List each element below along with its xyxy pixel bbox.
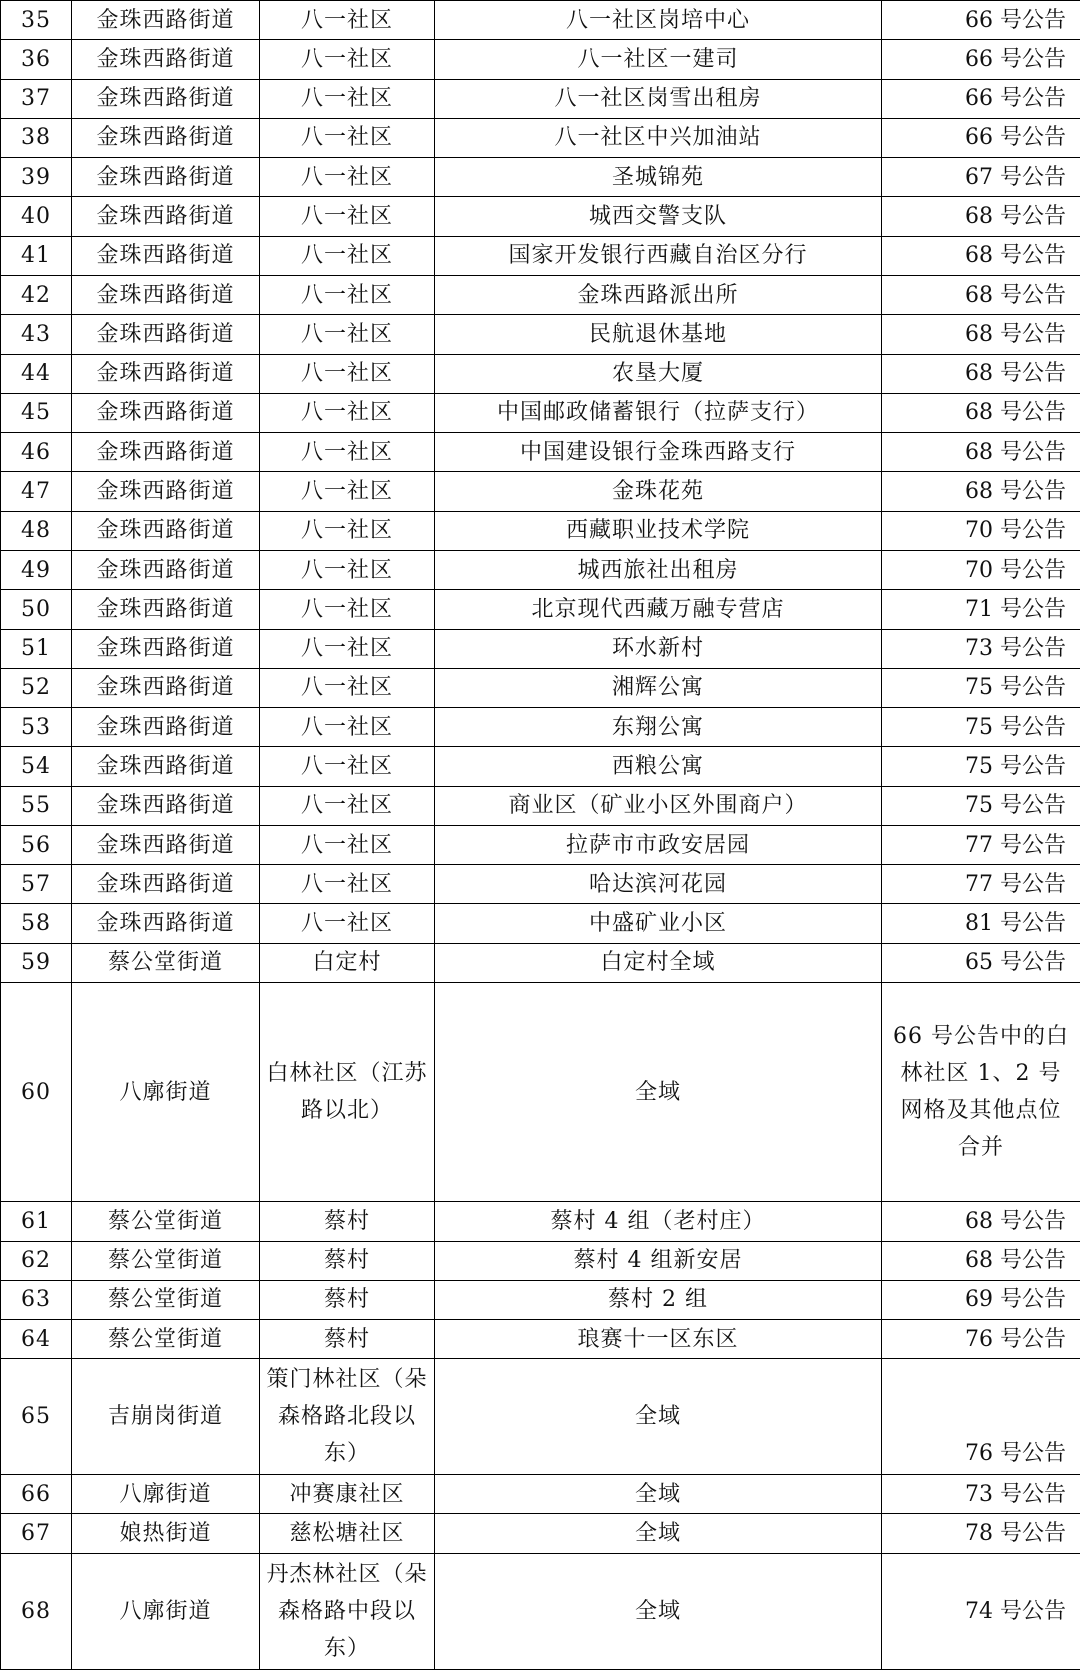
street-cell: 金珠西路街道 bbox=[72, 668, 260, 707]
community-cell: 八一社区 bbox=[260, 472, 435, 511]
street-cell: 蔡公堂街道 bbox=[72, 1241, 260, 1280]
location-cell: 湘辉公寓 bbox=[435, 668, 882, 707]
row-number-cell: 47 bbox=[1, 472, 72, 511]
community-cell: 八一社区 bbox=[260, 865, 435, 904]
table-row bbox=[1, 904, 1080, 943]
location-cell: 西藏职业技术学院 bbox=[435, 511, 882, 550]
community-cell: 八一社区 bbox=[260, 315, 435, 354]
table-row bbox=[1, 708, 1080, 747]
table-row bbox=[1, 1475, 1080, 1514]
notice-cell: 67 号公告 bbox=[882, 158, 1080, 197]
location-cell: 蔡村 4 组新安居 bbox=[435, 1241, 882, 1280]
table-row bbox=[1, 865, 1080, 904]
location-cell: 八一社区岗雪出租房 bbox=[435, 79, 882, 118]
street-cell: 八廓街道 bbox=[72, 1475, 260, 1514]
street-cell: 蔡公堂街道 bbox=[72, 943, 260, 982]
row-number-cell: 35 bbox=[1, 1, 72, 40]
table-row bbox=[1, 825, 1080, 864]
community-cell: 八一社区 bbox=[260, 668, 435, 707]
community-cell: 白定村 bbox=[260, 943, 435, 982]
street-cell: 金珠西路街道 bbox=[72, 1, 260, 40]
table-row bbox=[1, 315, 1080, 354]
location-cell: 全域 bbox=[435, 1359, 882, 1475]
community-cell: 策门林社区（朵森格路北段以东） bbox=[260, 1359, 435, 1475]
location-cell: 北京现代西藏万融专营店 bbox=[435, 590, 882, 629]
location-cell: 八一社区一建司 bbox=[435, 40, 882, 79]
street-cell: 金珠西路街道 bbox=[72, 236, 260, 275]
row-number-cell: 62 bbox=[1, 1241, 72, 1280]
location-cell: 城西交警支队 bbox=[435, 197, 882, 236]
row-number-cell: 53 bbox=[1, 708, 72, 747]
notice-cell: 68 号公告 bbox=[882, 354, 1080, 393]
street-cell: 金珠西路街道 bbox=[72, 79, 260, 118]
location-cell: 东翔公寓 bbox=[435, 708, 882, 747]
table-row bbox=[1, 747, 1080, 786]
street-cell: 金珠西路街道 bbox=[72, 118, 260, 157]
community-cell: 八一社区 bbox=[260, 275, 435, 314]
row-number-cell: 51 bbox=[1, 629, 72, 668]
street-cell: 吉崩岗街道 bbox=[72, 1359, 260, 1475]
community-cell: 八一社区 bbox=[260, 236, 435, 275]
row-number-cell: 56 bbox=[1, 825, 72, 864]
street-cell: 金珠西路街道 bbox=[72, 590, 260, 629]
notice-cell: 68 号公告 bbox=[882, 236, 1080, 275]
notice-cell: 76 号公告 bbox=[882, 1359, 1080, 1475]
street-cell: 金珠西路街道 bbox=[72, 433, 260, 472]
notice-cell: 75 号公告 bbox=[882, 747, 1080, 786]
row-number-cell: 60 bbox=[1, 983, 72, 1202]
location-cell: 商业区（矿业小区外围商户） bbox=[435, 786, 882, 825]
row-number-cell: 44 bbox=[1, 354, 72, 393]
notice-cell: 75 号公告 bbox=[882, 708, 1080, 747]
row-number-cell: 57 bbox=[1, 865, 72, 904]
table-row bbox=[1, 668, 1080, 707]
location-cell: 全域 bbox=[435, 983, 882, 1202]
notice-cell: 66 号公告 bbox=[882, 40, 1080, 79]
street-cell: 金珠西路街道 bbox=[72, 511, 260, 550]
community-cell: 蔡村 bbox=[260, 1241, 435, 1280]
community-cell: 八一社区 bbox=[260, 747, 435, 786]
notice-cell: 66 号公告 bbox=[882, 79, 1080, 118]
location-cell: 八一社区岗培中心 bbox=[435, 1, 882, 40]
location-cell: 哈达滨河花园 bbox=[435, 865, 882, 904]
table-row bbox=[1, 40, 1080, 79]
table-row bbox=[1, 629, 1080, 668]
row-number-cell: 39 bbox=[1, 158, 72, 197]
street-cell: 金珠西路街道 bbox=[72, 747, 260, 786]
street-cell: 八廓街道 bbox=[72, 1553, 260, 1669]
row-number-cell: 45 bbox=[1, 393, 72, 432]
community-cell: 蔡村 bbox=[260, 1280, 435, 1319]
location-cell: 西粮公寓 bbox=[435, 747, 882, 786]
community-cell: 白林社区（江苏路以北） bbox=[260, 983, 435, 1202]
table-row bbox=[1, 1241, 1080, 1280]
row-number-cell: 68 bbox=[1, 1553, 72, 1669]
street-cell: 金珠西路街道 bbox=[72, 354, 260, 393]
table-row bbox=[1, 1320, 1080, 1359]
row-number-cell: 50 bbox=[1, 590, 72, 629]
notice-cell: 77 号公告 bbox=[882, 865, 1080, 904]
notice-cell: 68 号公告 bbox=[882, 1241, 1080, 1280]
table-row bbox=[1, 550, 1080, 589]
table-row bbox=[1, 275, 1080, 314]
community-cell: 八一社区 bbox=[260, 354, 435, 393]
row-number-cell: 66 bbox=[1, 1475, 72, 1514]
row-number-cell: 61 bbox=[1, 1202, 72, 1241]
row-number-cell: 40 bbox=[1, 197, 72, 236]
street-cell: 金珠西路街道 bbox=[72, 275, 260, 314]
row-number-cell: 54 bbox=[1, 747, 72, 786]
location-cell: 蔡村 2 组 bbox=[435, 1280, 882, 1319]
street-cell: 金珠西路街道 bbox=[72, 40, 260, 79]
notice-cell: 68 号公告 bbox=[882, 315, 1080, 354]
row-number-cell: 38 bbox=[1, 118, 72, 157]
table-row bbox=[1, 943, 1080, 982]
location-cell: 金珠西路派出所 bbox=[435, 275, 882, 314]
table-row bbox=[1, 511, 1080, 550]
location-cell: 全域 bbox=[435, 1475, 882, 1514]
row-number-cell: 58 bbox=[1, 904, 72, 943]
table-row bbox=[1, 79, 1080, 118]
community-cell: 慈松塘社区 bbox=[260, 1514, 435, 1553]
street-cell: 八廓街道 bbox=[72, 983, 260, 1202]
notice-cell: 68 号公告 bbox=[882, 433, 1080, 472]
community-cell: 八一社区 bbox=[260, 40, 435, 79]
table-row bbox=[1, 158, 1080, 197]
street-cell: 金珠西路街道 bbox=[72, 393, 260, 432]
notice-cell: 75 号公告 bbox=[882, 668, 1080, 707]
street-cell: 蔡公堂街道 bbox=[72, 1320, 260, 1359]
community-cell: 蔡村 bbox=[260, 1202, 435, 1241]
street-cell: 娘热街道 bbox=[72, 1514, 260, 1553]
location-cell: 城西旅社出租房 bbox=[435, 550, 882, 589]
notice-cell: 73 号公告 bbox=[882, 629, 1080, 668]
community-cell: 八一社区 bbox=[260, 393, 435, 432]
location-cell: 民航退休基地 bbox=[435, 315, 882, 354]
notice-cell: 78 号公告 bbox=[882, 1514, 1080, 1553]
community-cell: 八一社区 bbox=[260, 825, 435, 864]
location-cell: 八一社区中兴加油站 bbox=[435, 118, 882, 157]
table-row bbox=[1, 1202, 1080, 1241]
table-row bbox=[1, 983, 1080, 1202]
table-row bbox=[1, 236, 1080, 275]
location-cell: 圣城锦苑 bbox=[435, 158, 882, 197]
notice-cell: 69 号公告 bbox=[882, 1280, 1080, 1319]
notice-cell: 65 号公告 bbox=[882, 943, 1080, 982]
notice-cell: 70 号公告 bbox=[882, 511, 1080, 550]
notice-cell: 68 号公告 bbox=[882, 1202, 1080, 1241]
row-number-cell: 48 bbox=[1, 511, 72, 550]
location-cell: 白定村全域 bbox=[435, 943, 882, 982]
street-cell: 金珠西路街道 bbox=[72, 865, 260, 904]
street-cell: 金珠西路街道 bbox=[72, 904, 260, 943]
notice-cell: 66 号公告 bbox=[882, 1, 1080, 40]
community-cell: 冲赛康社区 bbox=[260, 1475, 435, 1514]
notice-cell: 73 号公告 bbox=[882, 1475, 1080, 1514]
community-cell: 八一社区 bbox=[260, 550, 435, 589]
row-number-cell: 52 bbox=[1, 668, 72, 707]
community-cell: 八一社区 bbox=[260, 197, 435, 236]
table-row bbox=[1, 354, 1080, 393]
row-number-cell: 36 bbox=[1, 40, 72, 79]
table-row bbox=[1, 786, 1080, 825]
community-cell: 八一社区 bbox=[260, 79, 435, 118]
street-cell: 金珠西路街道 bbox=[72, 629, 260, 668]
row-number-cell: 65 bbox=[1, 1359, 72, 1475]
community-cell: 八一社区 bbox=[260, 904, 435, 943]
row-number-cell: 67 bbox=[1, 1514, 72, 1553]
table-row bbox=[1, 1359, 1080, 1475]
community-cell: 丹杰林社区（朵森格路中段以东） bbox=[260, 1553, 435, 1669]
table-row bbox=[1, 393, 1080, 432]
street-cell: 金珠西路街道 bbox=[72, 550, 260, 589]
table-row bbox=[1, 472, 1080, 511]
community-cell: 八一社区 bbox=[260, 708, 435, 747]
table-row bbox=[1, 1514, 1080, 1553]
table-row bbox=[1, 590, 1080, 629]
row-number-cell: 63 bbox=[1, 1280, 72, 1319]
location-cell: 中国邮政储蓄银行（拉萨支行） bbox=[435, 393, 882, 432]
community-cell: 蔡村 bbox=[260, 1320, 435, 1359]
notice-cell: 74 号公告 bbox=[882, 1553, 1080, 1669]
row-number-cell: 43 bbox=[1, 315, 72, 354]
street-cell: 金珠西路街道 bbox=[72, 197, 260, 236]
notice-cell: 77 号公告 bbox=[882, 825, 1080, 864]
location-cell: 拉萨市市政安居园 bbox=[435, 825, 882, 864]
location-cell: 环水新村 bbox=[435, 629, 882, 668]
location-cell: 金珠花苑 bbox=[435, 472, 882, 511]
street-cell: 金珠西路街道 bbox=[72, 472, 260, 511]
location-cell: 中盛矿业小区 bbox=[435, 904, 882, 943]
location-cell: 中国建设银行金珠西路支行 bbox=[435, 433, 882, 472]
location-cell: 蔡村 4 组（老村庄） bbox=[435, 1202, 882, 1241]
location-cell: 琅赛十一区东区 bbox=[435, 1320, 882, 1359]
community-cell: 八一社区 bbox=[260, 629, 435, 668]
community-cell: 八一社区 bbox=[260, 786, 435, 825]
location-cell: 农垦大厦 bbox=[435, 354, 882, 393]
table-row bbox=[1, 197, 1080, 236]
notice-cell: 75 号公告 bbox=[882, 786, 1080, 825]
community-cell: 八一社区 bbox=[260, 433, 435, 472]
notice-cell: 66 号公告中的白林社区 1、2 号网格及其他点位合并 bbox=[882, 983, 1080, 1202]
table-body bbox=[1, 1, 1080, 1670]
community-cell: 八一社区 bbox=[260, 1, 435, 40]
community-cell: 八一社区 bbox=[260, 511, 435, 550]
street-cell: 蔡公堂街道 bbox=[72, 1280, 260, 1319]
notice-cell: 70 号公告 bbox=[882, 550, 1080, 589]
community-cell: 八一社区 bbox=[260, 118, 435, 157]
street-cell: 蔡公堂街道 bbox=[72, 1202, 260, 1241]
notice-cell: 68 号公告 bbox=[882, 393, 1080, 432]
table-row bbox=[1, 1553, 1080, 1669]
notice-cell: 68 号公告 bbox=[882, 197, 1080, 236]
row-number-cell: 59 bbox=[1, 943, 72, 982]
street-cell: 金珠西路街道 bbox=[72, 708, 260, 747]
notice-cell: 66 号公告 bbox=[882, 118, 1080, 157]
table-row bbox=[1, 1280, 1080, 1319]
row-number-cell: 41 bbox=[1, 236, 72, 275]
row-number-cell: 46 bbox=[1, 433, 72, 472]
table-row bbox=[1, 1, 1080, 40]
row-number-cell: 42 bbox=[1, 275, 72, 314]
notice-cell: 71 号公告 bbox=[882, 590, 1080, 629]
location-cell: 国家开发银行西藏自治区分行 bbox=[435, 236, 882, 275]
community-cell: 八一社区 bbox=[260, 590, 435, 629]
row-number-cell: 49 bbox=[1, 550, 72, 589]
street-cell: 金珠西路街道 bbox=[72, 786, 260, 825]
location-cell: 全域 bbox=[435, 1514, 882, 1553]
table-row bbox=[1, 118, 1080, 157]
row-number-cell: 37 bbox=[1, 79, 72, 118]
street-cell: 金珠西路街道 bbox=[72, 825, 260, 864]
table-row bbox=[1, 433, 1080, 472]
row-number-cell: 55 bbox=[1, 786, 72, 825]
community-cell: 八一社区 bbox=[260, 158, 435, 197]
row-number-cell: 64 bbox=[1, 1320, 72, 1359]
notice-cell: 81 号公告 bbox=[882, 904, 1080, 943]
notice-cell: 68 号公告 bbox=[882, 472, 1080, 511]
location-cell: 全域 bbox=[435, 1553, 882, 1669]
notice-cell: 76 号公告 bbox=[882, 1320, 1080, 1359]
street-cell: 金珠西路街道 bbox=[72, 315, 260, 354]
notice-cell: 68 号公告 bbox=[882, 275, 1080, 314]
street-cell: 金珠西路街道 bbox=[72, 158, 260, 197]
